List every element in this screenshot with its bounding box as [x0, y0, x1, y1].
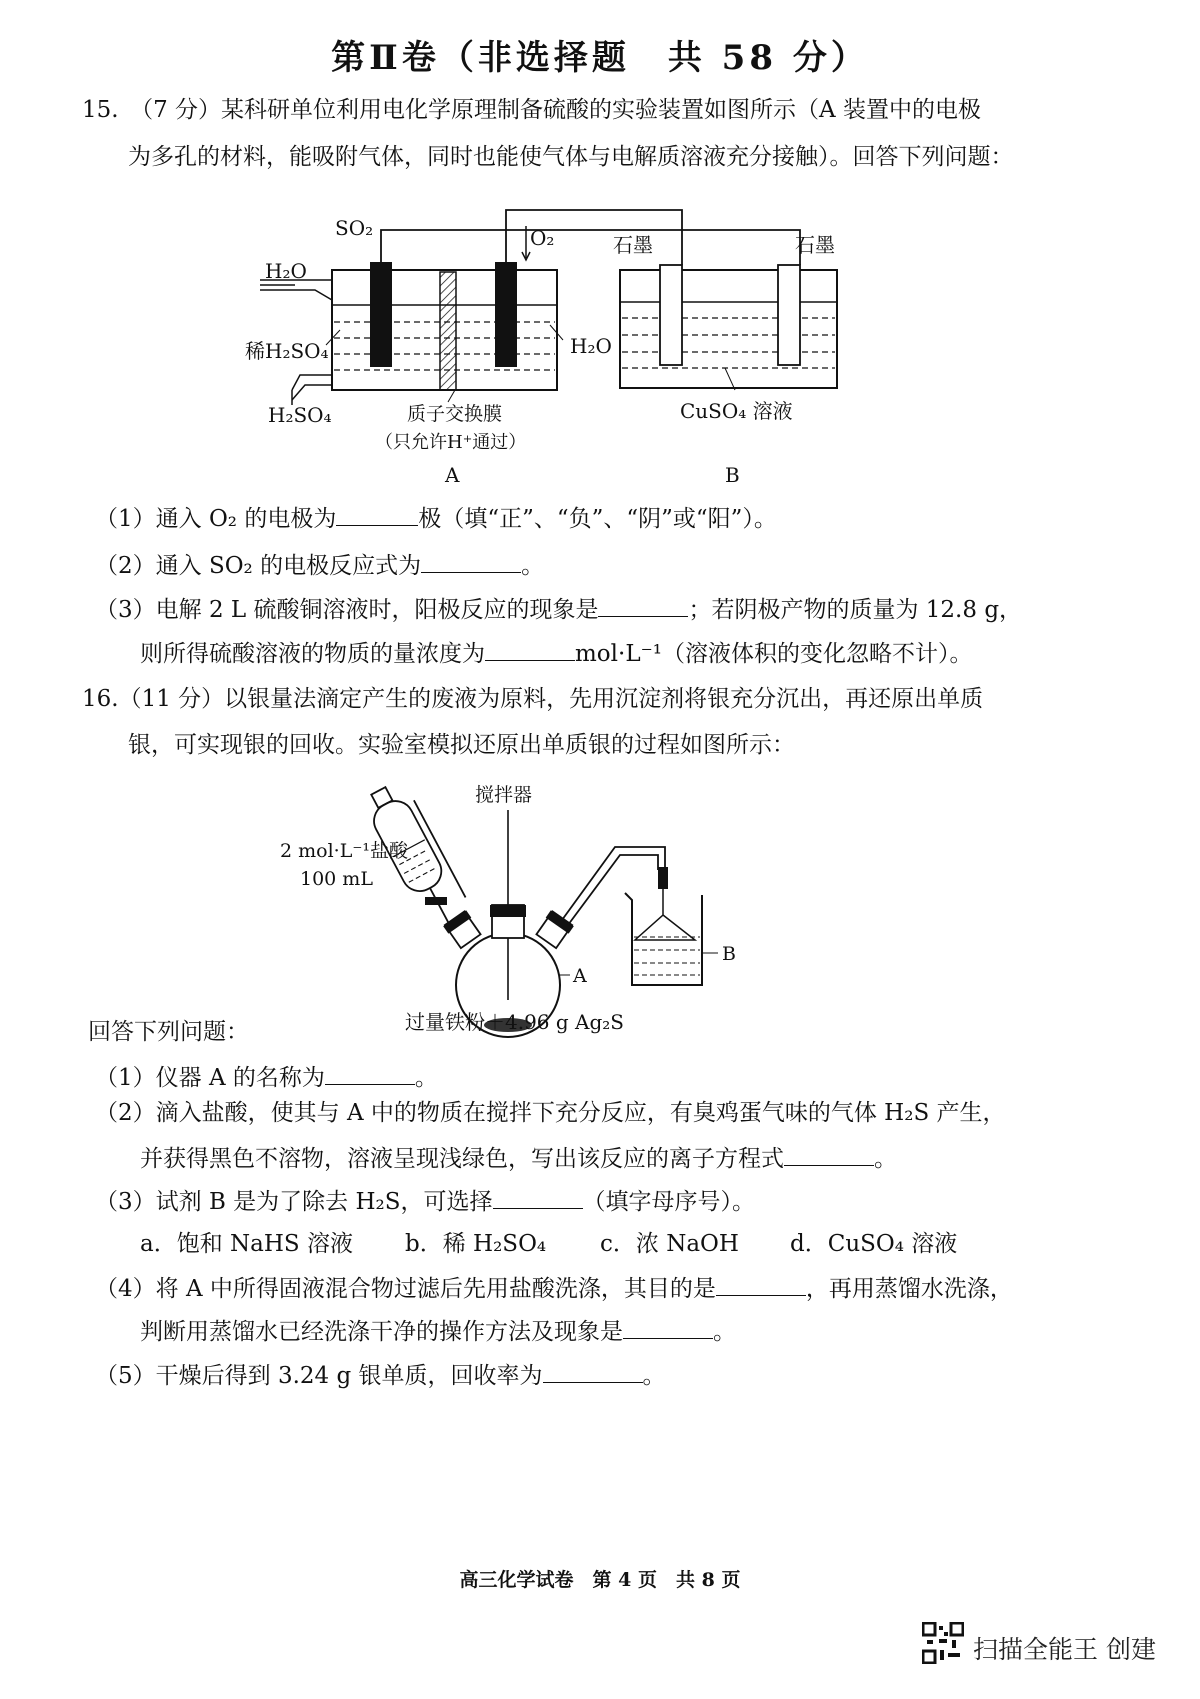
h2o-inlet-label: H₂O [265, 259, 307, 283]
o2-label: O₂ [530, 226, 555, 250]
stirrer-label: 搅拌器 [475, 784, 533, 806]
graphite-electrode-right [778, 265, 800, 365]
q16-part2-line2 [140, 1143, 897, 1174]
q16-p4-text2: 判断用蒸馏水已经洗涤干净的操作方法及现象是 [140, 1319, 623, 1345]
graphite-electrode-left [660, 265, 682, 365]
reactant-caption: 过量铁粉＋4.96 g Ag₂S [405, 1010, 625, 1034]
scanner-watermark: 扫描全能王 创建 [973, 1635, 1156, 1664]
so2-electrode [370, 262, 392, 367]
flask-label-a: A [573, 965, 587, 987]
q16-p1-tail: 。 [414, 1065, 438, 1091]
q16-part4 [95, 1273, 1013, 1304]
q16-part1 [95, 1062, 438, 1093]
q16-stem-line2: 银，可实现银的回收。实验室模拟还原出单质银的过程如图所示： [128, 732, 795, 758]
q15-stem-line2: 为多孔的材料，能吸附气体，同时也能使气体与电解质溶液充分接触）。回答下列问题： [128, 144, 1014, 170]
silver-recovery-apparatus-figure [270, 775, 770, 1040]
q16-stem-line1: 16.（11 分）以银量法滴定产生的废液为原料，先用沉淀剂将银充分沉出，再还原出单质 [82, 686, 984, 712]
q16-part2: （2）滴入盐酸，使其与 A 中的物质在搅拌下充分反应，有臭鸡蛋气味的气体 H₂S 产生， [95, 1100, 1006, 1126]
q15-part3-line2 [140, 638, 972, 669]
q15-p3-tail: mol·L⁻¹（溶液体积的变化忽略不计）。 [575, 641, 973, 667]
cuso4-label: CuSO₄ 溶液 [680, 399, 793, 423]
q16-p2-tail: 。 [874, 1146, 897, 1172]
q15-part1 [95, 503, 777, 534]
proton-exchange-membrane [440, 272, 456, 390]
q16-p4-tail: 。 [713, 1319, 736, 1345]
q16-p2-text: 并获得黑色不溶物，溶液呈现浅绿色，写出该反应的离子方程式 [140, 1146, 784, 1172]
answer-blank[interactable] [784, 1143, 874, 1166]
q16-part4-line2 [140, 1316, 736, 1347]
membrane-label: 质子交换膜 [407, 403, 503, 425]
q15-p3-text: （3）电解 2 L 硫酸铜溶液时，阳极反应的现象是 [95, 597, 599, 623]
q16-p5-text: （5）干燥后得到 3.24 g 银单质，回收率为 [95, 1363, 543, 1389]
q15-p2-text: （2）通入 SO₂ 的电极反应式为 [95, 553, 422, 579]
q15-p1-text: （1）通入 O₂ 的电极为 [95, 506, 337, 532]
q16-p3-text: （3）试剂 B 是为了除去 H₂S，可选择 [95, 1189, 493, 1215]
q16-p5-tail: 。 [642, 1363, 666, 1389]
q15-p2-tail: 。 [521, 553, 545, 579]
graphite-right-label: 石墨 [795, 233, 835, 257]
option-d: d．CuSO₄ 溶液 [790, 1231, 958, 1257]
answer-blank[interactable] [421, 550, 521, 573]
answer-blank[interactable] [543, 1360, 643, 1383]
q16-p4-mid: ，再用蒸馏水洗涤， [805, 1276, 1013, 1302]
q16-part3 [95, 1186, 755, 1217]
electrolysis-apparatus-figure [230, 190, 930, 495]
q16-p3-tail: （填字母序号）。 [582, 1189, 756, 1215]
hcl-concentration-label: 2 mol·L⁻¹盐酸 [280, 840, 408, 862]
q16-answer-prompt: 回答下列问题： [88, 1019, 249, 1045]
answer-blank[interactable] [598, 594, 688, 617]
answer-blank[interactable] [336, 503, 418, 526]
answer-blank[interactable] [325, 1062, 415, 1085]
qr-code-icon [922, 1622, 964, 1664]
section-title: 第Ⅱ卷（非选择题 共 58 分） [331, 38, 869, 78]
q15-part3 [95, 594, 1022, 625]
option-c: c．浓 NaOH [600, 1231, 739, 1257]
q16-p4-text: （4）将 A 中所得固液混合物过滤后先用盐酸洗涤，其目的是 [95, 1276, 716, 1302]
q15-stem-line1: 15. （7 分）某科研单位利用电化学原理制备硫酸的实验装置如图所示（A 装置中的电极 [82, 97, 981, 123]
option-b: b．稀 H₂SO₄ [405, 1231, 547, 1257]
figure-label-a: A [445, 463, 460, 487]
dilute-h2so4-label: 稀H₂SO₄ [245, 339, 329, 363]
answer-blank[interactable] [623, 1316, 713, 1339]
h2so4-outlet-label: H₂SO₄ [268, 403, 332, 427]
figure-label-b: B [725, 463, 740, 487]
q16-p1-text: （1）仪器 A 的名称为 [95, 1065, 325, 1091]
beaker-label-b: B [722, 943, 736, 965]
o2-electrode [495, 262, 517, 367]
page-footer: 高三化学试卷 第 4 页 共 8 页 [459, 1569, 741, 1591]
answer-blank[interactable] [493, 1186, 583, 1209]
q15-p1-tail: 极（填“正”、“负”、“阴”或“阳”）。 [418, 506, 777, 532]
q15-p3-text2: 则所得硫酸溶液的物质的量浓度为 [140, 641, 485, 667]
so2-label: SO₂ [335, 216, 374, 240]
q15-part2 [95, 550, 544, 581]
answer-blank[interactable] [716, 1273, 806, 1296]
membrane-note: （只允许H⁺通过） [375, 432, 527, 453]
answer-blank[interactable] [485, 638, 575, 661]
hcl-volume-label: 100 mL [300, 868, 373, 890]
q16-part5 [95, 1360, 666, 1391]
q15-p3-mid: ；若阴极产物的质量为 12.8 g， [688, 597, 1023, 623]
option-a: a．饱和 NaHS 溶液 [140, 1231, 353, 1257]
h2o-label: H₂O [570, 334, 612, 358]
graphite-left-label: 石墨 [613, 233, 653, 257]
